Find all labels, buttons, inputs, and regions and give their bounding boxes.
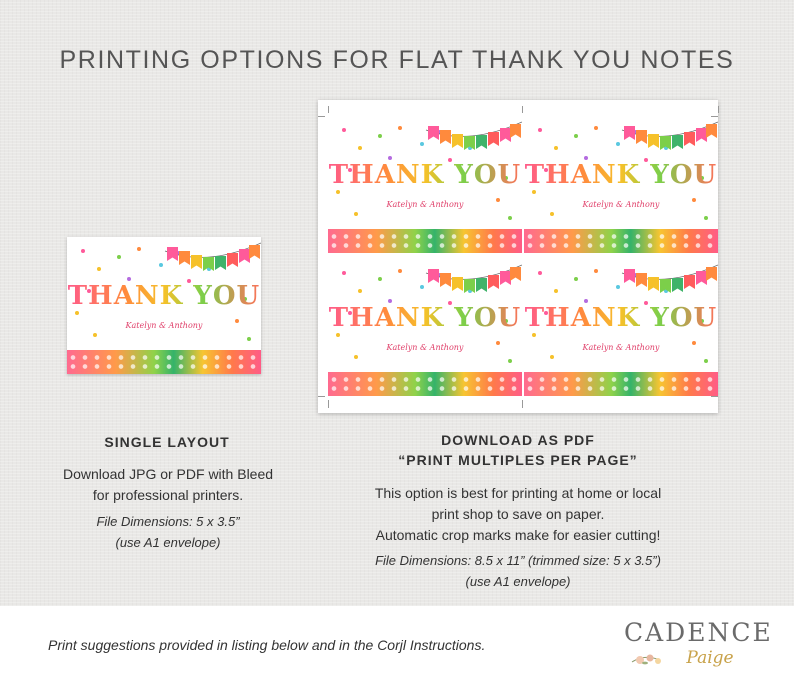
sheet-card [524, 116, 718, 253]
sheet-card [524, 259, 718, 396]
pdf-layout-dimensions-block [318, 550, 718, 592]
sheet-card [328, 116, 522, 253]
crop-mark [711, 396, 718, 397]
single-layout-envelope: (use A1 envelope) [115, 535, 221, 550]
papel-picado-band [67, 350, 261, 374]
crop-mark [522, 106, 523, 113]
thank-you-text: THANK YOU [524, 160, 718, 190]
single-layout-dimensions: File Dimensions: 5 x 3.5” [96, 514, 240, 529]
crop-mark [328, 106, 329, 113]
couple-names: Katelyn & Anthony [582, 343, 660, 352]
papel-picado-band [328, 372, 522, 396]
sheet-card [328, 259, 522, 396]
card-design [328, 116, 522, 253]
single-layout-line1: Download JPG or PDF with Bleed [62, 466, 274, 482]
pdf-line1: This option is best for printing at home or local [374, 485, 662, 501]
page-title: PRINTING OPTIONS FOR FLAT THANK YOU NOTES [59, 46, 735, 74]
confetti-dot [550, 355, 554, 359]
brand-logo-text: CADENCE [624, 618, 773, 647]
thank-you-text: THANK YOU [328, 303, 522, 333]
confetti-dot [532, 190, 536, 194]
card-design [524, 259, 718, 396]
couple-names: Katelyn & Anthony [386, 200, 464, 209]
thank-you-text: THANK YOU [524, 303, 718, 333]
card-design [524, 116, 718, 253]
confetti-dot [354, 355, 358, 359]
pdf-layout-heading [318, 430, 718, 470]
single-layout-dimensions-block [20, 511, 316, 553]
confetti-dot [336, 333, 340, 337]
pdf-layout-description [318, 483, 718, 546]
crop-mark [328, 400, 329, 408]
crop-mark [711, 116, 718, 117]
card-design [328, 259, 522, 396]
pdf-envelope: (use A1 envelope) [465, 574, 571, 589]
crop-mark [522, 400, 523, 408]
crop-mark [318, 116, 325, 117]
couple-names: Katelyn & Anthony [582, 200, 660, 209]
single-card-preview [67, 237, 261, 374]
single-layout-heading: SINGLE LAYOUT [104, 434, 230, 450]
confetti-dot [336, 190, 340, 194]
thank-you-text: THANK YOU [67, 281, 261, 311]
papel-picado-band [524, 229, 718, 253]
confetti-dot [508, 359, 512, 363]
crop-mark [318, 396, 325, 397]
couple-names: Katelyn & Anthony [125, 321, 203, 330]
pdf-heading-line1: DOWNLOAD AS PDF [441, 432, 595, 448]
thank-you-text: THANK YOU [328, 160, 522, 190]
single-layout-line2: for professional printers. [92, 487, 244, 503]
confetti-dot [550, 212, 554, 216]
pdf-line3: Automatic crop marks make for easier cutting! [375, 527, 661, 543]
pdf-heading-line2: “PRINT MULTIPLES PER PAGE” [398, 452, 638, 468]
single-layout-description [20, 464, 316, 506]
confetti-dot [704, 359, 708, 363]
footer-note: Print suggestions provided in listing below and in the Corjl Instructions. [48, 637, 486, 653]
confetti-dot [354, 212, 358, 216]
papel-picado-band [524, 372, 718, 396]
confetti-dot [704, 216, 708, 220]
confetti-dot [532, 333, 536, 337]
crop-mark [718, 106, 719, 113]
pdf-dimensions: File Dimensions: 8.5 x 11” (trimmed size: 5 x 3.5”) [375, 553, 661, 568]
confetti-dot [93, 333, 97, 337]
papel-picado-band [328, 229, 522, 253]
pdf-line2: print shop to save on paper. [431, 506, 605, 522]
print-sheet-preview [318, 100, 718, 413]
card-design [67, 237, 261, 374]
confetti-dot [247, 337, 251, 341]
confetti-dot [508, 216, 512, 220]
brand-logo-script: Paige [686, 648, 734, 668]
couple-names: Katelyn & Anthony [386, 343, 464, 352]
confetti-dot [75, 311, 79, 315]
